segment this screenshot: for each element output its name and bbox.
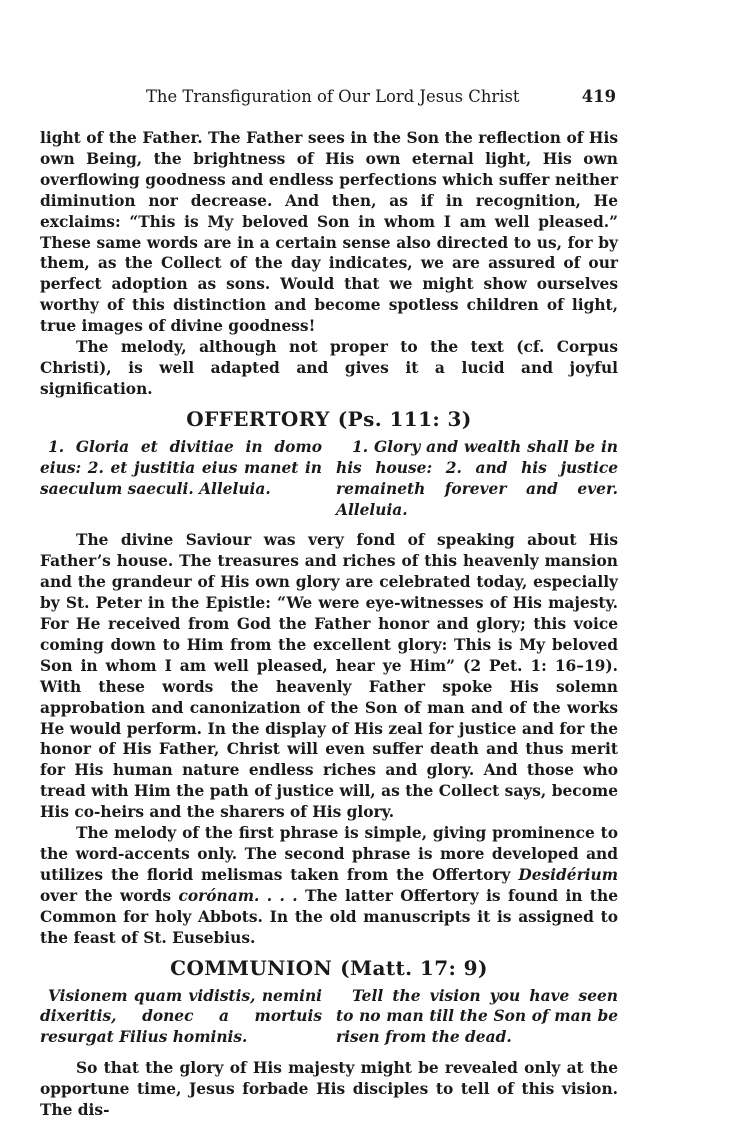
text-run: The melody of the first phrase is simple, giving prominence to the word-accents only. The second phrase is more developed and utilizes the florid melismas taken from the Offertory: [40, 824, 618, 884]
latin-text: 1. Gloria et divitiae in domo eius: 2. et justitia eius manet in saeculum saeculi. Alleluia.: [40, 437, 322, 498]
scripture-reference: (Ps. 111: 3): [337, 406, 472, 431]
section-title: OFFERTORY: [186, 406, 330, 431]
communion-heading: [40, 955, 618, 981]
scripture-reference: (Matt. 17: 9): [340, 955, 488, 980]
body-paragraph: The divine Saviour was very fond of speaking about His Father’s house. The treasures and riches of this heavenly mansion and the grandeur of His own glory are celebrated today, especially by St. Peter in the Epistle: “We were eye-witnesses of His majesty. For He received from God the Father honor and glory; this voice coming down to Him from the excellent glory: This is My beloved Son in whom I am well pleased, hear ye Him” (2 Pet. 1: 16–19). With these words the heavenly Father spoke His solemn approbation and canonization of the Son of man and of the works He would perform. In the display of His zeal for justice and for the honor of His Father, Christ will even suffer death and thus merit for His human nature endless riches and glory. And those who tread with Him the path of justice will, as the Collect says, become His co-heirs and the sharers of His glory.: [40, 531, 618, 822]
body-paragraph: light of the Father. The Father sees in the Son the reflection of His own Being, the brightness of His own eternal light, His own overflowing goodness and endless perfections which suffer neither diminution nor decrease. And then, as if in recognition, He exclaims: “This is My beloved Son in whom I am well pleased.” These same words are in a certain sense also directed to us, for by them, as the Collect of the day indicates, we are assured of our perfect adoption as sons. Would that we might show ourselves worthy of this distinction and become spotless children of light, true images of divine goodness!: [40, 129, 618, 336]
offertory-texts: [40, 437, 618, 521]
page-body: [40, 128, 618, 1121]
italic-word: Desidérium: [518, 865, 618, 884]
latin-text: Visionem quam vidistis, nemini dixeritis, donec a mortuis resurgat Filius hominis.: [40, 986, 322, 1047]
text-run: The latter Offertory is found in the Common for holy Abbots. In the old manuscripts it is assigned to the feast of St. Eusebius.: [40, 886, 619, 947]
body-paragraph: The melody, although not proper to the text (cf. Corpus Christi), is well adapted and gives it a lucid and joyful signification.: [40, 338, 618, 398]
text-run: over the words: [40, 886, 172, 905]
italic-word: corónam. . . .: [178, 886, 298, 905]
body-paragraph: So that the glory of His majesty might be revealed only at the opportune time, Jesus forbade His disciples to tell of this vision. The dis-: [40, 1059, 618, 1120]
section-title: COMMUNION: [170, 955, 333, 980]
page-number: 419: [581, 87, 616, 106]
communion-texts: [40, 986, 618, 1049]
offertory-heading: [40, 406, 618, 432]
english-translation: 1. Glory and wealth shall be in his house: 2. and his justice remaineth forever and ever. Alleluia.: [336, 437, 618, 519]
running-title: The Transfiguration of Our Lord Jesus Christ: [146, 87, 520, 106]
body-paragraph: [40, 823, 618, 948]
english-translation: Tell the vision you have seen to no man till the Son of man be risen from the dead.: [336, 986, 618, 1047]
